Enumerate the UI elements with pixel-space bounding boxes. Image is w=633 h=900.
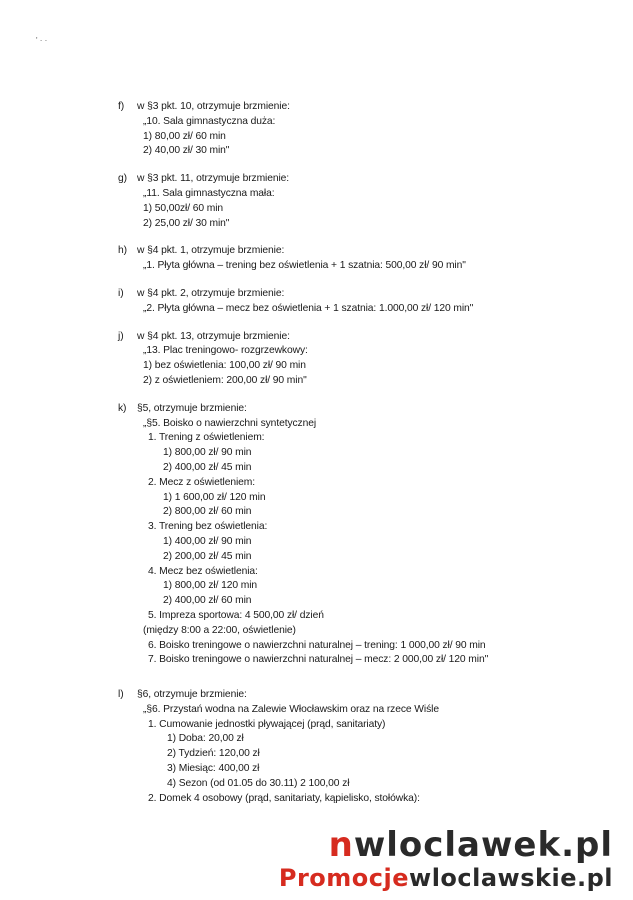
list-item: 1. Trening z oświetleniem: [148,432,265,444]
document-body [118,100,598,819]
list-subitem: 1) 800,00 zł/ 90 min [163,447,252,459]
section-line: 2) 25,00 zł/ 30 min" [143,217,230,229]
section-i [118,287,598,317]
watermark-text: wloclawek.pl [353,825,613,865]
list-item: 3. Trening bez oświetlenia: [148,521,268,533]
list-subitem: 1) Doba: 20,00 zł [167,733,244,745]
section-heading: w §3 pkt. 10, otrzymuje brzmienie: [137,101,290,112]
section-letter: g) [118,173,127,185]
section-intro: „§5. Boisko o nawierzchni syntetycznej [143,417,317,429]
section-line: 1) 80,00 zł/ 60 min [143,130,226,142]
list-item: 1. Cumowanie jednostki pływającej (prąd, sanitariaty) [148,718,386,730]
list-item: 5. Impreza sportowa: 4 500,00 zł/ dzień [148,609,324,621]
watermark-accent: n [328,825,354,865]
scan-corner-marks: ' · · [36,36,48,45]
list-item: 6. Boisko treningowe o nawierzchni naturalnej – trening: 1 000,00 zł/ 90 min [148,639,486,651]
list-subitem: 2) 400,00 zł/ 45 min [163,461,252,473]
section-line: „2. Płyta główna – mecz bez oświetlenia + 1 szatnia: 1.000,00 zł/ 120 min" [143,302,474,314]
list-subitem: 2) 400,00 zł/ 60 min [163,595,252,607]
list-subitem: 1) 1 600,00 zł/ 120 min [163,491,266,503]
watermark-accent: Promocje [278,864,410,892]
list-item: 4. Mecz bez oświetlenia: [148,565,258,577]
list-subitem: 1) 400,00 zł/ 90 min [163,535,252,547]
watermark-line-1 [279,826,613,864]
section-h [118,244,598,274]
list-subitem: 2) Tydzień: 120,00 zł [167,748,260,760]
section-line: 1) bez oświetlenia: 100,00 zł/ 90 min [143,360,306,372]
section-line: 1) 50,00zł/ 60 min [143,202,224,214]
list-subitem: 2) 800,00 zł/ 60 min [163,506,252,518]
section-g [118,172,598,231]
section-line: 2) z oświetleniem: 200,00 zł/ 90 min" [143,374,307,386]
section-heading: §5, otrzymuje brzmienie: [137,402,247,414]
list-item: 2. Domek 4 osobowy (prąd, sanitariaty, kąpielisko, stołówka): [148,792,420,804]
section-line: „13. Plac treningowo- rozgrzewkowy: [143,345,308,357]
section-line: „11. Sala gimnastyczna mała: [143,187,275,199]
site-watermark [279,826,613,892]
list-subitem: 3) Miesiąc: 400,00 zł [167,763,260,775]
section-heading: §6, otrzymuje brzmienie: [137,689,247,701]
section-letter: f) [118,101,125,112]
list-item: 2. Mecz z oświetleniem: [148,476,255,488]
section-k [118,402,598,668]
list-subitem: 2) 200,00 zł/ 45 min [163,550,252,562]
section-heading: w §4 pkt. 13, otrzymuje brzmienie: [137,330,290,342]
list-note: (między 8:00 a 22:00, oświetlenie) [143,624,296,636]
section-letter: k) [118,402,127,414]
section-f [118,100,598,159]
section-letter: l) [118,689,124,701]
section-letter: h) [118,245,127,257]
section-intro: „§6. Przystań wodna na Zalewie Włocławskim oraz na rzece Wiśle [143,703,439,715]
section-heading: w §4 pkt. 1, otrzymuje brzmienie: [137,245,285,257]
section-letter: i) [118,287,124,299]
section-line: „10. Sala gimnastyczna duża: [143,115,276,127]
watermark-line-2 [279,864,613,892]
list-subitem: 4) Sezon (od 01.05 do 30.11) 2 100,00 zł [167,777,350,789]
section-heading: w §4 pkt. 2, otrzymuje brzmienie: [137,287,285,299]
section-line: „1. Płyta główna – trening bez oświetlenia + 1 szatnia: 500,00 zł/ 90 min" [143,260,466,272]
section-j [118,330,598,389]
section-heading: w §3 pkt. 11, otrzymuje brzmienie: [137,173,290,185]
watermark-text: wloclawskie.pl [409,864,613,892]
section-l [118,688,598,806]
list-subitem: 1) 800,00 zł/ 120 min [163,580,258,592]
list-item: 7. Boisko treningowe o nawierzchni naturalnej – mecz: 2 000,00 zł/ 120 min" [148,654,489,666]
section-line: 2) 40,00 zł/ 30 min" [143,145,230,157]
section-letter: j) [118,330,124,342]
